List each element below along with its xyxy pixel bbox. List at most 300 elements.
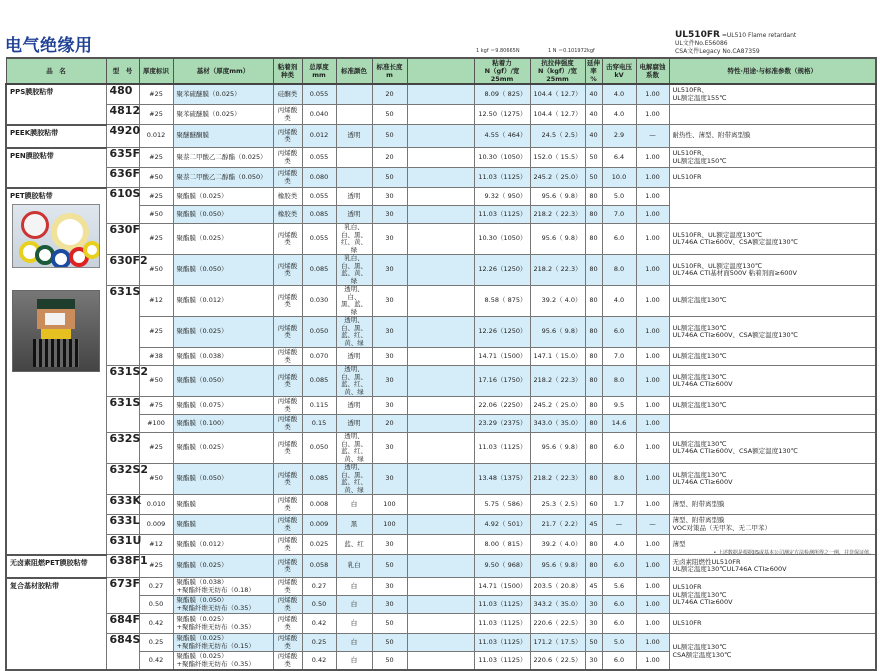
electrolytic-corrosion-cell: 1.00 bbox=[636, 188, 669, 206]
blank-cell bbox=[407, 415, 474, 433]
adhesive-type-cell: 丙烯酸类 bbox=[273, 148, 302, 168]
characteristics-cell bbox=[669, 188, 876, 224]
standard-color-cell: 黑 bbox=[336, 515, 372, 535]
adhesion-cell: 8.58（ 875） bbox=[474, 286, 530, 317]
total-thickness-cell: 0.25 bbox=[302, 634, 336, 652]
adhesive-type-cell: 丙烯酸类 bbox=[273, 317, 302, 348]
elongation-cell: 80 bbox=[585, 348, 602, 366]
header-blank bbox=[407, 58, 474, 84]
standard-color-cell: 透明 bbox=[336, 397, 372, 415]
characteristics-cell bbox=[669, 105, 876, 125]
elongation-cell: 45 bbox=[585, 578, 602, 596]
thickness-mark-cell: 0.42 bbox=[139, 614, 173, 634]
adhesive-type-cell: 丙烯酸类 bbox=[273, 348, 302, 366]
table-row bbox=[6, 168, 876, 188]
tensile-strength-cell: 171.2（ 17.5） bbox=[530, 634, 585, 652]
thickness-mark-cell: #25 bbox=[139, 148, 173, 168]
standard-color-cell: 透明 bbox=[336, 125, 372, 148]
thickness-mark-cell: #100 bbox=[139, 415, 173, 433]
breakdown-voltage-cell: 7.0 bbox=[602, 206, 636, 224]
tensile-strength-cell: 220.6（ 22.5） bbox=[530, 652, 585, 671]
tensile-strength-cell: 245.2（ 25.0） bbox=[530, 168, 585, 188]
adhesive-type-cell: 丙烯酸类 bbox=[273, 652, 302, 671]
adhesion-cell: 11.03（1125） bbox=[474, 206, 530, 224]
standard-color-cell: 透明 bbox=[336, 188, 372, 206]
model-cell: 673F bbox=[106, 578, 139, 614]
tensile-strength-cell: 95.6（ 9.8） bbox=[530, 188, 585, 206]
thickness-mark-cell: 0.42 bbox=[139, 652, 173, 671]
characteristics-cell: 薄型 bbox=[669, 535, 876, 555]
total-thickness-cell: 0.15 bbox=[302, 415, 336, 433]
base-material-cell: 聚酯膜（0.025） bbox=[173, 433, 273, 464]
elongation-cell: 80 bbox=[585, 206, 602, 224]
blank-cell bbox=[407, 614, 474, 634]
total-thickness-cell: 0.42 bbox=[302, 614, 336, 634]
breakdown-voltage-cell: 6.0 bbox=[602, 614, 636, 634]
base-material-cell: 聚苯硫醚膜（0.025） bbox=[173, 105, 273, 125]
model-cell: 684S bbox=[106, 634, 139, 671]
thickness-mark-cell: #38 bbox=[139, 348, 173, 366]
standard-length-cell: 50 bbox=[372, 105, 407, 125]
standard-length-cell: 30 bbox=[372, 535, 407, 555]
blank-cell bbox=[407, 148, 474, 168]
elongation-cell: 80 bbox=[585, 366, 602, 397]
base-material-cell: 聚醚醚酮膜 bbox=[173, 125, 273, 148]
ul510fr-label: UL510FR bbox=[675, 30, 720, 40]
breakdown-voltage-cell: 4.0 bbox=[602, 84, 636, 105]
adhesion-cell: 23.29（2375） bbox=[474, 415, 530, 433]
standard-length-cell: 50 bbox=[372, 614, 407, 634]
model-cell: 480 bbox=[106, 84, 139, 105]
product-name-cell: PEEK膜胶粘带 bbox=[6, 125, 106, 148]
characteristics-cell: UL额定温度130℃ bbox=[669, 286, 876, 317]
base-material-cell: 聚萘二甲酸乙二醇酯（0.050） bbox=[173, 168, 273, 188]
adhesion-cell: 11.03（1125） bbox=[474, 652, 530, 671]
adhesive-type-cell: 丙烯酸类 bbox=[273, 255, 302, 286]
breakdown-voltage-cell: 8.0 bbox=[602, 366, 636, 397]
tensile-strength-cell: 152.0（ 15.5） bbox=[530, 148, 585, 168]
base-material-cell: 聚酯膜（0.025） bbox=[173, 317, 273, 348]
elongation-cell: 30 bbox=[585, 614, 602, 634]
characteristics-cell: 无卤素阻燃性UL510FR UL额定温度130℃UL746A CTI≥600V bbox=[669, 555, 876, 578]
electrolytic-corrosion-cell: 1.00 bbox=[636, 634, 669, 652]
elongation-cell: 50 bbox=[585, 148, 602, 168]
header-base-material: 基材（厚度mm） bbox=[173, 58, 273, 84]
unit-note-kgf: 1 kgf ＝9.80665N bbox=[476, 48, 520, 54]
header-electrolytic-corrosion: 电解腐蚀 系数 bbox=[636, 58, 669, 84]
breakdown-voltage-cell: 5.6 bbox=[602, 578, 636, 596]
base-material-cell: 聚苯硫醚膜（0.025） bbox=[173, 84, 273, 105]
electrolytic-corrosion-cell: — bbox=[636, 515, 669, 535]
total-thickness-cell: 0.055 bbox=[302, 224, 336, 255]
elongation-cell: 80 bbox=[585, 433, 602, 464]
adhesive-type-cell: 丙烯酸类 bbox=[273, 614, 302, 634]
blank-cell bbox=[407, 317, 474, 348]
thickness-mark-cell: 0.25 bbox=[139, 634, 173, 652]
standard-length-cell: 30 bbox=[372, 224, 407, 255]
adhesion-cell: 11.03（1125） bbox=[474, 634, 530, 652]
product-name-cell: PEN膜胶粘带 bbox=[6, 148, 106, 188]
standard-length-cell: 30 bbox=[372, 317, 407, 348]
table-row bbox=[6, 578, 876, 596]
base-material-cell: 聚酯膜（0.100） bbox=[173, 415, 273, 433]
adhesion-cell: 9.50（ 968） bbox=[474, 555, 530, 578]
table-row bbox=[6, 255, 876, 286]
adhesive-type-cell: 丙烯酸类 bbox=[273, 415, 302, 433]
header-adhesive-type: 粘着剂 种类 bbox=[273, 58, 302, 84]
breakdown-voltage-cell: — bbox=[602, 515, 636, 535]
standard-color-cell bbox=[336, 84, 372, 105]
table-row bbox=[6, 224, 876, 255]
table-row bbox=[6, 495, 876, 515]
elongation-cell: 80 bbox=[585, 397, 602, 415]
ul510fr-desc: =UL510 Flame retardant bbox=[721, 32, 797, 39]
standard-color-cell: 乳白 bbox=[336, 555, 372, 578]
model-cell: 632S2 bbox=[106, 464, 139, 495]
thickness-mark-cell: #50 bbox=[139, 168, 173, 188]
elongation-cell: 60 bbox=[585, 495, 602, 515]
tape-rolls-photo bbox=[12, 204, 100, 268]
table-row bbox=[6, 84, 876, 105]
elongation-cell: 80 bbox=[585, 415, 602, 433]
electrolytic-corrosion-cell: 1.00 bbox=[636, 495, 669, 515]
table-header-row bbox=[6, 58, 876, 84]
adhesion-cell: 12.26（1250） bbox=[474, 317, 530, 348]
base-material-cell: 聚酯膜（0.050） bbox=[173, 206, 273, 224]
adhesive-type-cell: 丙烯酸类 bbox=[273, 168, 302, 188]
thickness-mark-cell: #12 bbox=[139, 286, 173, 317]
model-cell: 631S bbox=[106, 397, 139, 433]
blank-cell bbox=[407, 168, 474, 188]
model-cell: 631U bbox=[106, 535, 139, 555]
blank-cell bbox=[407, 578, 474, 596]
tensile-strength-cell: 25.3（ 2.5） bbox=[530, 495, 585, 515]
tensile-strength-cell: 95.6（ 9.8） bbox=[530, 433, 585, 464]
tensile-strength-cell: 104.4（ 12.7） bbox=[530, 84, 585, 105]
tensile-strength-cell: 95.6（ 9.8） bbox=[530, 224, 585, 255]
characteristics-cell: UL额定温度130℃ UL746A CTI≥600V bbox=[669, 464, 876, 495]
tensile-strength-cell: 220.6（ 22.5） bbox=[530, 614, 585, 634]
base-material-cell: 聚萘二甲酸乙二醇酯（0.025） bbox=[173, 148, 273, 168]
base-material-cell: 聚酯膜（0.012） bbox=[173, 535, 273, 555]
header-thickness-mark: 厚度标识 bbox=[139, 58, 173, 84]
total-thickness-cell: 0.040 bbox=[302, 105, 336, 125]
standard-length-cell: 20 bbox=[372, 84, 407, 105]
header-tensile-strength: 抗拉伸强度 N（kgf）/宽25mm bbox=[530, 58, 585, 84]
blank-cell bbox=[407, 188, 474, 206]
characteristics-cell: UL额定温度130℃ CSA额定温度130℃ bbox=[669, 634, 876, 671]
total-thickness-cell: 0.080 bbox=[302, 168, 336, 188]
elongation-cell: 50 bbox=[585, 634, 602, 652]
table-row bbox=[6, 286, 876, 317]
thickness-mark-cell: #50 bbox=[139, 366, 173, 397]
table-row bbox=[6, 397, 876, 415]
breakdown-voltage-cell: 7.0 bbox=[602, 348, 636, 366]
electrolytic-corrosion-cell: 1.00 bbox=[636, 415, 669, 433]
breakdown-voltage-cell: 6.0 bbox=[602, 433, 636, 464]
page-title: 电气绝缘用 bbox=[5, 36, 93, 56]
header-breakdown-voltage: 击穿电压 kV bbox=[602, 58, 636, 84]
base-material-cell: 聚酯膜（0.025） +聚酯纤维无纺布（0.35） bbox=[173, 652, 273, 671]
tensile-strength-cell: 343.0（ 35.0） bbox=[530, 415, 585, 433]
standard-color-cell: 白 bbox=[336, 652, 372, 671]
product-name-cell: 复合基材胶粘带 bbox=[6, 578, 106, 671]
total-thickness-cell: 0.27 bbox=[302, 578, 336, 596]
elongation-cell: 80 bbox=[585, 286, 602, 317]
adhesion-cell: 10.30（1050） bbox=[474, 224, 530, 255]
adhesive-type-cell: 丙烯酸类 bbox=[273, 578, 302, 596]
breakdown-voltage-cell: 5.0 bbox=[602, 634, 636, 652]
ul-certification-info bbox=[675, 31, 796, 56]
header-product-name: 品 名 bbox=[6, 58, 106, 84]
adhesive-type-cell: 丙烯酸类 bbox=[273, 366, 302, 397]
total-thickness-cell: 0.025 bbox=[302, 535, 336, 555]
model-cell: 630F2 bbox=[106, 255, 139, 286]
thickness-mark-cell: #25 bbox=[139, 224, 173, 255]
model-cell: 4812 bbox=[106, 105, 139, 125]
adhesion-cell: 4.92（ 501） bbox=[474, 515, 530, 535]
standard-length-cell: 30 bbox=[372, 255, 407, 286]
total-thickness-cell: 0.058 bbox=[302, 555, 336, 578]
blank-cell bbox=[407, 255, 474, 286]
header-model: 型 号 bbox=[106, 58, 139, 84]
characteristics-cell: UL510FR、 UL额定温度155℃ bbox=[669, 84, 876, 105]
table-row bbox=[6, 515, 876, 535]
elongation-cell: 80 bbox=[585, 188, 602, 206]
blank-cell bbox=[407, 535, 474, 555]
total-thickness-cell: 0.055 bbox=[302, 84, 336, 105]
blank-cell bbox=[407, 224, 474, 255]
adhesive-type-cell: 丙烯酸类 bbox=[273, 464, 302, 495]
model-cell: 630F bbox=[106, 224, 139, 255]
adhesion-cell: 22.06（2250） bbox=[474, 397, 530, 415]
header-total-thickness: 总厚度 mm bbox=[302, 58, 336, 84]
blank-cell bbox=[407, 464, 474, 495]
base-material-cell: 聚酯膜 bbox=[173, 515, 273, 535]
electrolytic-corrosion-cell: 1.00 bbox=[636, 596, 669, 614]
table-row bbox=[6, 125, 876, 148]
electrolytic-corrosion-cell: 1.00 bbox=[636, 366, 669, 397]
standard-length-cell: 50 bbox=[372, 168, 407, 188]
standard-color-cell bbox=[336, 148, 372, 168]
adhesive-type-cell: 丙烯酸类 bbox=[273, 535, 302, 555]
product-name-cell: PET膜胶粘带 bbox=[6, 188, 106, 555]
header-standard-length: 标准长度 m bbox=[372, 58, 407, 84]
adhesive-type-cell: 橡胶类 bbox=[273, 206, 302, 224]
tensile-strength-cell: 147.1（ 15.0） bbox=[530, 348, 585, 366]
thickness-mark-cell: 0.009 bbox=[139, 515, 173, 535]
total-thickness-cell: 0.085 bbox=[302, 255, 336, 286]
electrolytic-corrosion-cell: 1.00 bbox=[636, 464, 669, 495]
breakdown-voltage-cell: 10.0 bbox=[602, 168, 636, 188]
model-cell: 632S bbox=[106, 433, 139, 464]
tensile-strength-cell: 39.2（ 4.0） bbox=[530, 535, 585, 555]
base-material-cell: 聚酯膜 bbox=[173, 495, 273, 515]
base-material-cell: 聚酯膜（0.050） +聚酯纤维无纺布（0.35） bbox=[173, 596, 273, 614]
standard-color-cell: 透明、白、黑、 蓝、红、黄、绿 bbox=[336, 464, 372, 495]
standard-color-cell: 透明、白、 黑、蓝、绿 bbox=[336, 286, 372, 317]
base-material-cell: 聚酯膜（0.075） bbox=[173, 397, 273, 415]
thickness-mark-cell: 0.010 bbox=[139, 495, 173, 515]
model-cell: 4920 bbox=[106, 125, 139, 148]
standard-color-cell: 蓝、红 bbox=[336, 535, 372, 555]
standard-length-cell: 20 bbox=[372, 415, 407, 433]
thickness-mark-cell: #50 bbox=[139, 464, 173, 495]
adhesive-type-cell: 丙烯酸类 bbox=[273, 286, 302, 317]
standard-length-cell: 50 bbox=[372, 634, 407, 652]
characteristics-cell: UL额定温度130℃ UL746A CTI≥600V、CSA额定温度130℃ bbox=[669, 317, 876, 348]
total-thickness-cell: 0.085 bbox=[302, 206, 336, 224]
tensile-strength-cell: 218.2（ 22.3） bbox=[530, 206, 585, 224]
standard-length-cell: 30 bbox=[372, 188, 407, 206]
breakdown-voltage-cell: 6.0 bbox=[602, 555, 636, 578]
thickness-mark-cell: #50 bbox=[139, 255, 173, 286]
breakdown-voltage-cell: 8.0 bbox=[602, 464, 636, 495]
base-material-cell: 聚酯膜（0.025） +聚酯纤维无纺布（0.15） bbox=[173, 634, 273, 652]
model-cell: 631S bbox=[106, 286, 139, 366]
table-row bbox=[6, 366, 876, 397]
electrolytic-corrosion-cell: 1.00 bbox=[636, 535, 669, 555]
tensile-strength-cell: 95.6（ 9.8） bbox=[530, 317, 585, 348]
electrolytic-corrosion-cell: — bbox=[636, 125, 669, 148]
standard-length-cell: 50 bbox=[372, 652, 407, 671]
standard-length-cell: 30 bbox=[372, 397, 407, 415]
base-material-cell: 聚酯膜（0.038） +聚酯纤维无纺布（0.18） bbox=[173, 578, 273, 596]
breakdown-voltage-cell: 6.0 bbox=[602, 317, 636, 348]
characteristics-cell: UL额定温度130℃ UL746A CTI≥600V、CSA额定温度130℃ bbox=[669, 433, 876, 464]
elongation-cell: 80 bbox=[585, 555, 602, 578]
table-row bbox=[6, 614, 876, 634]
adhesive-type-cell: 丙烯酸类 bbox=[273, 515, 302, 535]
electrolytic-corrosion-cell: 1.00 bbox=[636, 397, 669, 415]
base-material-cell: 聚酯膜（0.012） bbox=[173, 286, 273, 317]
total-thickness-cell: 0.050 bbox=[302, 317, 336, 348]
standard-color-cell: 白 bbox=[336, 596, 372, 614]
total-thickness-cell: 0.070 bbox=[302, 348, 336, 366]
characteristics-cell: 薄型、附带离型膜 VOC对策品（无甲苯、无二甲苯） bbox=[669, 515, 876, 535]
blank-cell bbox=[407, 84, 474, 105]
breakdown-voltage-cell: 6.0 bbox=[602, 596, 636, 614]
adhesion-cell: 8.09（ 825） bbox=[474, 84, 530, 105]
electrolytic-corrosion-cell: 1.00 bbox=[636, 555, 669, 578]
adhesive-type-cell: 橡胶类 bbox=[273, 188, 302, 206]
blank-cell bbox=[407, 555, 474, 578]
breakdown-voltage-cell: 6.0 bbox=[602, 224, 636, 255]
model-cell: 636F bbox=[106, 168, 139, 188]
total-thickness-cell: 0.42 bbox=[302, 652, 336, 671]
standard-length-cell: 20 bbox=[372, 148, 407, 168]
adhesion-cell: 4.55（ 464） bbox=[474, 125, 530, 148]
adhesive-type-cell: 丙烯酸类 bbox=[273, 596, 302, 614]
adhesion-cell: 12.50（1275） bbox=[474, 105, 530, 125]
characteristics-cell: UL510FR bbox=[669, 168, 876, 188]
electrolytic-corrosion-cell: 1.00 bbox=[636, 652, 669, 671]
tensile-strength-cell: 218.2（ 22.3） bbox=[530, 255, 585, 286]
adhesion-cell: 10.30（1050） bbox=[474, 148, 530, 168]
model-cell: 638F1 bbox=[106, 555, 139, 578]
table-row bbox=[6, 555, 876, 578]
standard-length-cell: 30 bbox=[372, 596, 407, 614]
elongation-cell: 80 bbox=[585, 224, 602, 255]
adhesion-cell: 13.48（1375） bbox=[474, 464, 530, 495]
characteristics-cell: UL510FR bbox=[669, 614, 876, 634]
electrolytic-corrosion-cell: 1.00 bbox=[636, 286, 669, 317]
product-name-cell: PPS膜胶粘带 bbox=[6, 84, 106, 125]
standard-length-cell: 30 bbox=[372, 433, 407, 464]
characteristics-cell: UL510FR UL额定温度130℃ UL746A CTI≥600V bbox=[669, 578, 876, 614]
elongation-cell: 80 bbox=[585, 317, 602, 348]
total-thickness-cell: 0.085 bbox=[302, 366, 336, 397]
standard-length-cell: 30 bbox=[372, 286, 407, 317]
standard-color-cell: 白 bbox=[336, 634, 372, 652]
elongation-cell: 40 bbox=[585, 84, 602, 105]
thickness-mark-cell: #25 bbox=[139, 105, 173, 125]
standard-length-cell: 100 bbox=[372, 515, 407, 535]
standard-color-cell: 白 bbox=[336, 614, 372, 634]
thickness-mark-cell: 0.50 bbox=[139, 596, 173, 614]
model-cell: 635F bbox=[106, 148, 139, 168]
electrolytic-corrosion-cell: 1.00 bbox=[636, 168, 669, 188]
breakdown-voltage-cell: 8.0 bbox=[602, 255, 636, 286]
adhesive-type-cell: 丙烯酸类 bbox=[273, 125, 302, 148]
electrolytic-corrosion-cell: 1.00 bbox=[636, 148, 669, 168]
product-name-cell: 无卤素阻燃PET膜胶粘带 bbox=[6, 555, 106, 578]
total-thickness-cell: 0.008 bbox=[302, 495, 336, 515]
thickness-mark-cell: 0.012 bbox=[139, 125, 173, 148]
blank-cell bbox=[407, 433, 474, 464]
standard-color-cell: 透明、白、黑、 蓝、红、黄、绿 bbox=[336, 317, 372, 348]
breakdown-voltage-cell: 4.0 bbox=[602, 286, 636, 317]
electrolytic-corrosion-cell: 1.00 bbox=[636, 578, 669, 596]
blank-cell bbox=[407, 634, 474, 652]
breakdown-voltage-cell: 4.0 bbox=[602, 535, 636, 555]
elongation-cell: 80 bbox=[585, 255, 602, 286]
tensile-strength-cell: 21.7（ 2.2） bbox=[530, 515, 585, 535]
header-characteristics: 特性·用途·与标准参数（规格） bbox=[669, 58, 876, 84]
blank-cell bbox=[407, 206, 474, 224]
electrolytic-corrosion-cell: 1.00 bbox=[636, 105, 669, 125]
breakdown-voltage-cell: 9.5 bbox=[602, 397, 636, 415]
breakdown-voltage-cell: 5.0 bbox=[602, 188, 636, 206]
standard-length-cell: 30 bbox=[372, 366, 407, 397]
adhesion-cell: 14.71（1500） bbox=[474, 578, 530, 596]
standard-length-cell: 30 bbox=[372, 348, 407, 366]
adhesion-cell: 11.03（1125） bbox=[474, 614, 530, 634]
elongation-cell: 45 bbox=[585, 515, 602, 535]
electrolytic-corrosion-cell: 1.00 bbox=[636, 206, 669, 224]
adhesion-cell: 17.16（1750） bbox=[474, 366, 530, 397]
adhesive-type-cell: 丙烯酸类 bbox=[273, 433, 302, 464]
base-material-cell: 聚酯膜（0.025） +聚酯纤维无纺布（0.35） bbox=[173, 614, 273, 634]
characteristics-cell: UL510FR、 UL额定温度150℃ bbox=[669, 148, 876, 168]
standard-color-cell bbox=[336, 105, 372, 125]
table-row bbox=[6, 105, 876, 125]
characteristics-cell: UL额定温度130℃ bbox=[669, 397, 876, 415]
elongation-cell: 80 bbox=[585, 464, 602, 495]
adhesive-type-cell: 丙烯酸类 bbox=[273, 634, 302, 652]
thickness-mark-cell: #25 bbox=[139, 317, 173, 348]
adhesive-type-cell: 丙烯酸类 bbox=[273, 105, 302, 125]
unit-note-n: 1 N ＝0.101972kgf bbox=[548, 48, 595, 54]
characteristics-cell: UL额定温度130℃ bbox=[669, 348, 876, 366]
standard-color-cell: 透明、白、黑、 蓝、红、黄、绿 bbox=[336, 433, 372, 464]
standard-color-cell: 透明、白、黑、 蓝、红、黄、绿 bbox=[336, 366, 372, 397]
standard-color-cell: 白 bbox=[336, 578, 372, 596]
adhesive-type-cell: 硅酮类 bbox=[273, 84, 302, 105]
characteristics-cell: 薄型、附带离型膜 bbox=[669, 495, 876, 515]
electrolytic-corrosion-cell: 1.00 bbox=[636, 255, 669, 286]
electrolytic-corrosion-cell: 1.00 bbox=[636, 614, 669, 634]
